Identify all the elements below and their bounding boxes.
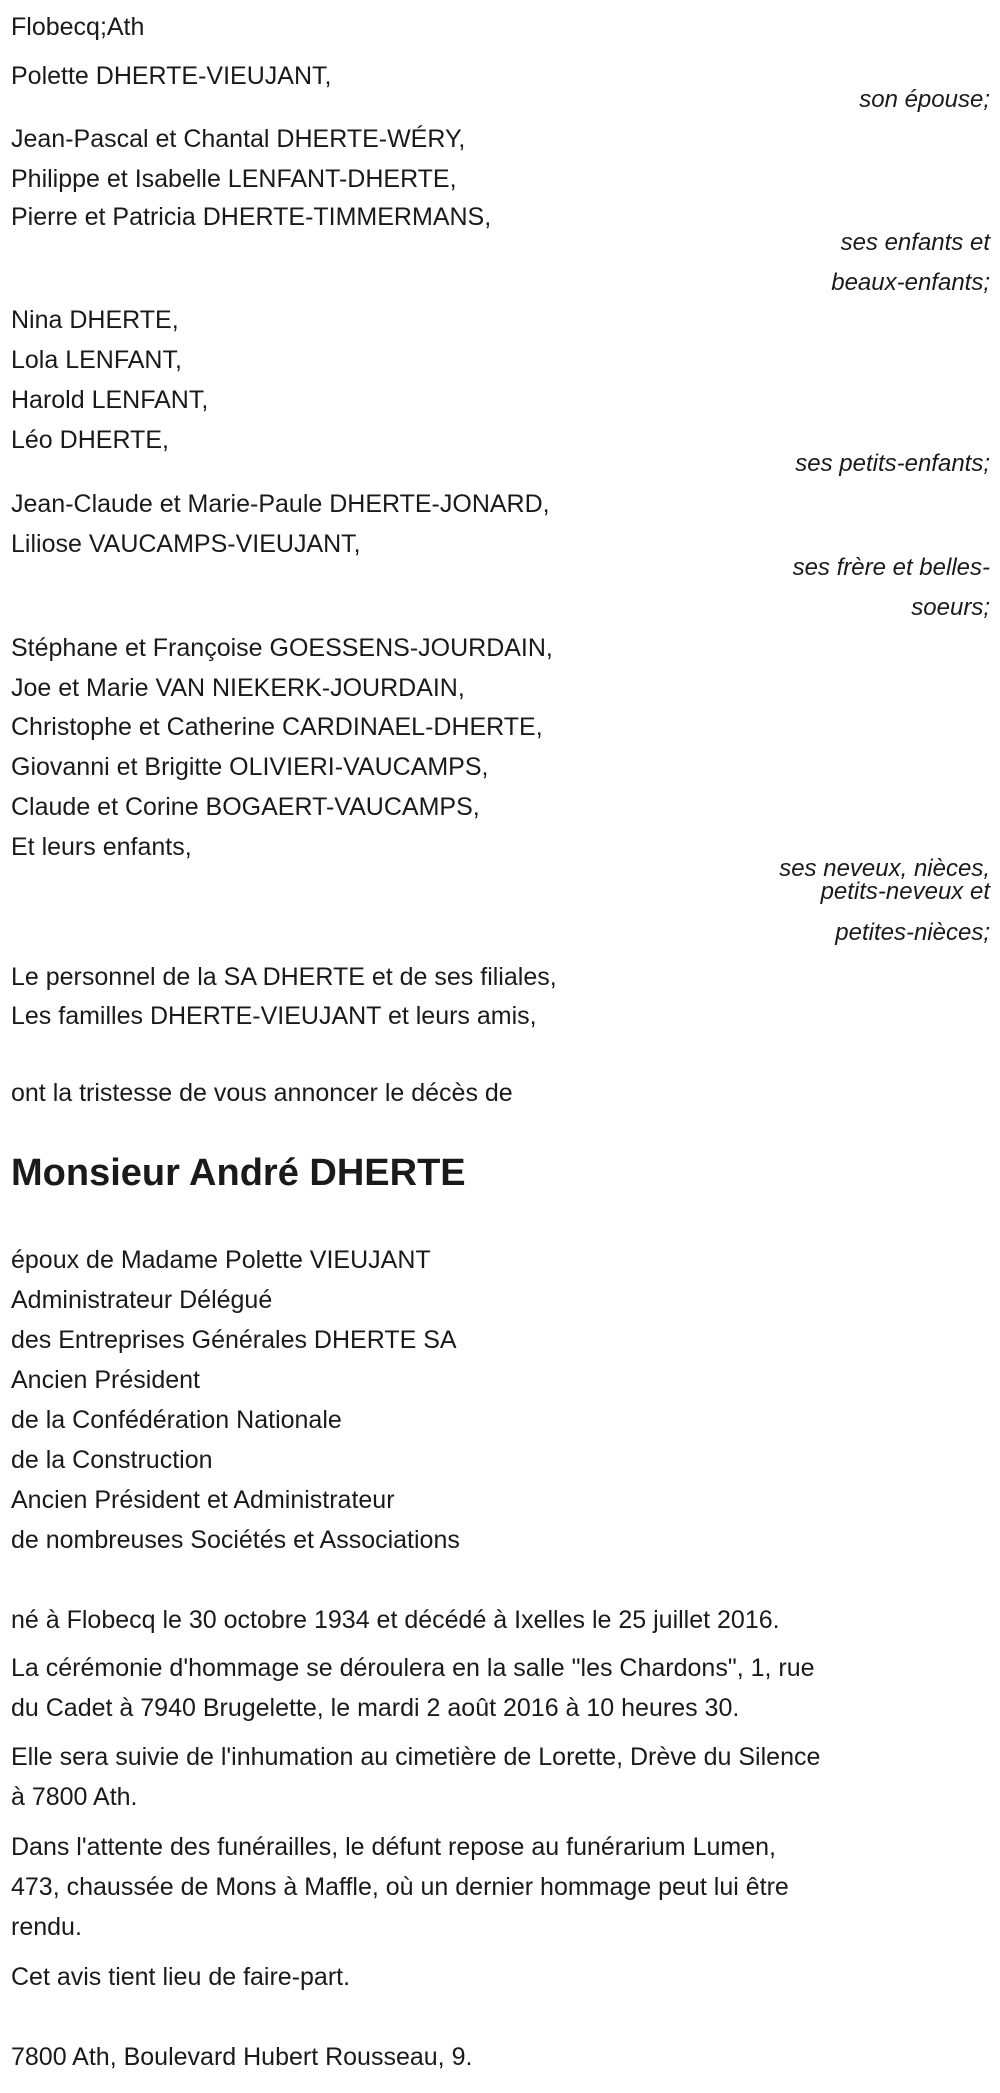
dates: né à Flobecq le 30 octobre 1934 et décédé à Ixelles le 25 juillet 2016. xyxy=(11,1606,780,1634)
family-name: Joe et Marie VAN NIEKERK-JOURDAIN, xyxy=(11,674,465,702)
family-name: Liliose VAUCAMPS-VIEUJANT, xyxy=(11,530,361,558)
burial-line: à 7800 Ath. xyxy=(11,1783,138,1811)
others-line: Les familles DHERTE-VIEUJANT et leurs amis, xyxy=(11,1002,537,1030)
viewing-line: 473, chaussée de Mons à Maffle, où un dernier hommage peut lui être xyxy=(11,1873,789,1901)
title-line: époux de Madame Polette VIEUJANT xyxy=(11,1246,431,1274)
address: 7800 Ath, Boulevard Hubert Rousseau, 9. xyxy=(11,2043,473,2071)
family-name: Harold LENFANT, xyxy=(11,386,209,414)
family-relation: ses neveux, nièces, xyxy=(779,855,990,882)
family-name: Stéphane et Françoise GOESSENS-JOURDAIN, xyxy=(11,634,553,662)
title-line: Ancien Président xyxy=(11,1366,201,1394)
family-name: Et leurs enfants, xyxy=(11,833,192,861)
viewing-line: Dans l'attente des funérailles, le défunt repose au funérarium Lumen, xyxy=(11,1833,776,1861)
others-line: Le personnel de la SA DHERTE et de ses filiales, xyxy=(11,963,557,991)
location: Flobecq;Ath xyxy=(11,13,145,41)
family-name: Nina DHERTE, xyxy=(11,306,179,334)
title-line: Ancien Président et Administrateur xyxy=(11,1486,395,1514)
family-relation: petites-nièces; xyxy=(835,919,990,946)
family-name: Lola LENFANT, xyxy=(11,346,182,374)
deceased-name: Monsieur André DHERTE xyxy=(11,1152,466,1194)
family-relation: ses enfants et xyxy=(840,229,990,256)
ceremony-line: du Cadet à 7940 Brugelette, le mardi 2 août 2016 à 10 heures 30. xyxy=(11,1694,740,1722)
ceremony-line: La cérémonie d'hommage se déroulera en la salle "les Chardons", 1, rue xyxy=(11,1654,815,1682)
notice: Cet avis tient lieu de faire-part. xyxy=(11,1963,351,1991)
family-name: Jean-Pascal et Chantal DHERTE-WÉRY, xyxy=(11,125,466,153)
burial-line: Elle sera suivie de l'inhumation au cimetière de Lorette, Drève du Silence xyxy=(11,1743,821,1771)
title-line: de nombreuses Sociétés et Associations xyxy=(11,1526,460,1554)
announcement: ont la tristesse de vous annoncer le décès de xyxy=(11,1079,513,1107)
family-relation: petits-neveux et xyxy=(820,878,990,905)
title-line: Administrateur Délégué xyxy=(11,1286,273,1314)
family-name: Léo DHERTE, xyxy=(11,426,169,454)
family-name: Philippe et Isabelle LENFANT-DHERTE, xyxy=(11,165,457,193)
family-name: Christophe et Catherine CARDINAEL-DHERTE, xyxy=(11,713,543,741)
title-line: de la Construction xyxy=(11,1446,213,1474)
family-relation: son épouse; xyxy=(859,86,990,113)
family-name: Giovanni et Brigitte OLIVIERI-VAUCAMPS, xyxy=(11,753,489,781)
viewing-line: rendu. xyxy=(11,1913,82,1941)
family-relation: ses frère et belles- xyxy=(792,554,990,581)
family-name: Claude et Corine BOGAERT-VAUCAMPS, xyxy=(11,793,480,821)
title-line: des Entreprises Générales DHERTE SA xyxy=(11,1326,457,1354)
family-name: Pierre et Patricia DHERTE-TIMMERMANS, xyxy=(11,203,492,231)
family-name: Jean-Claude et Marie-Paule DHERTE-JONARD, xyxy=(11,490,550,518)
family-relation: beaux-enfants; xyxy=(831,269,990,296)
family-name: Polette DHERTE-VIEUJANT, xyxy=(11,62,332,90)
title-line: de la Confédération Nationale xyxy=(11,1406,342,1434)
family-relation: ses petits-enfants; xyxy=(795,450,990,477)
family-relation: soeurs; xyxy=(911,594,990,621)
